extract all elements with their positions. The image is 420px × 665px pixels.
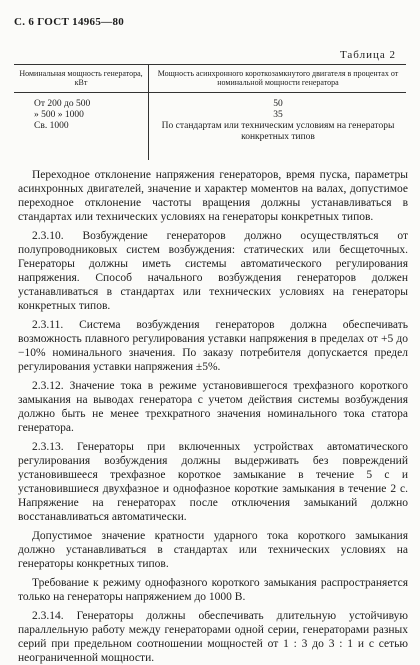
paragraph-2-3-14: 2.3.14. Генераторы должны обеспечивать длительную устойчивую параллельную работу между генераторами одной серии, генераторами разных серий при предельном соотношении мощностей от 1 : 3 до 3 : 1 и с сетью неограниченной мощности. xyxy=(18,610,408,664)
paragraph-2-3-12: 2.3.12. Значение тока в режиме установившегося трехфазного короткого замыкания на выводах генератора с учетом действия системы возбуждения должно быть не менее трехкратного значения номинального тока статора генератора. xyxy=(18,380,408,434)
table-row2-value: 35 xyxy=(273,110,283,120)
paragraph-2-3-11: 2.3.11. Система возбуждения генераторов должна обеспечивать возможность плавного регулирования уставки напряжения в пределах от +5 до −10% номинального значения. По заказу потребителя допускается предел регулирования уставки напряжения ±5%. xyxy=(18,319,408,373)
paragraph-2-3-10: 2.3.10. Возбуждение генераторов должно осуществляться от полупроводниковых систем возбуждения: статических или бесщеточных. Генераторы должны иметь системы автоматического регулирования напряжения. Способ начального возбуждения генераторов должен устанавливаться в стандартах или технических условиях на генераторы конкретных типов. xyxy=(18,230,408,312)
table-row3-power: Св. 1000 xyxy=(34,121,69,131)
power-table xyxy=(14,64,406,160)
paragraph-transient-deviation: Переходное отклонение напряжения генераторов, время пуска, параметры асинхронных двигателей, значение и характер моментов на валах, допустимое переходное отклонение частоты вращения должны устанавливаться в стандартах или технических условиях на генераторы конкретных типов. xyxy=(18,169,408,223)
table-row2-power: » 500 » 1000 xyxy=(34,110,84,120)
paragraph-2-3-13: 2.3.13. Генераторы при включенных устройствах автоматического регулирования возбуждения должны выдерживать без повреждений установившееся трехфазное короткое замыкание в течение 5 с и установившиеся двухфазное и однофазное короткие замыкания в течение 2 с. Напряжение на генераторах после отключения замыканий должно восстанавливаться автоматически. xyxy=(18,441,408,523)
table-row1-value: 50 xyxy=(273,99,283,109)
table-header-rule xyxy=(14,92,406,93)
table-row1-power: От 200 до 500 xyxy=(34,99,91,109)
paragraph-single-phase-requirement: Требование к режиму однофазного короткого замыкания распространяется только на генераторы напряжением до 1000 В. xyxy=(18,577,408,603)
table-col2-header: Мощность асинхронного короткозамкнутого двигателя в процентах от номинальной мощности генератора xyxy=(157,69,399,87)
table-column-divider xyxy=(148,64,149,160)
table-caption: Таблица 2 xyxy=(339,49,396,61)
page-header: С. 6 ГОСТ 14965—80 xyxy=(14,16,125,28)
table-col1-header: Номинальная мощность генератора, кВт xyxy=(19,69,143,87)
document-body xyxy=(18,168,408,665)
paragraph-surge-current: Допустимое значение кратности ударного тока короткого замыкания должно устанавливаться в стандартах или технических условиях на генераторы конкретных типов. xyxy=(18,530,408,570)
table-row3-value: По стандартам или техническим условиям на генераторы конкретных типов xyxy=(161,121,395,142)
table-top-rule xyxy=(14,64,406,65)
